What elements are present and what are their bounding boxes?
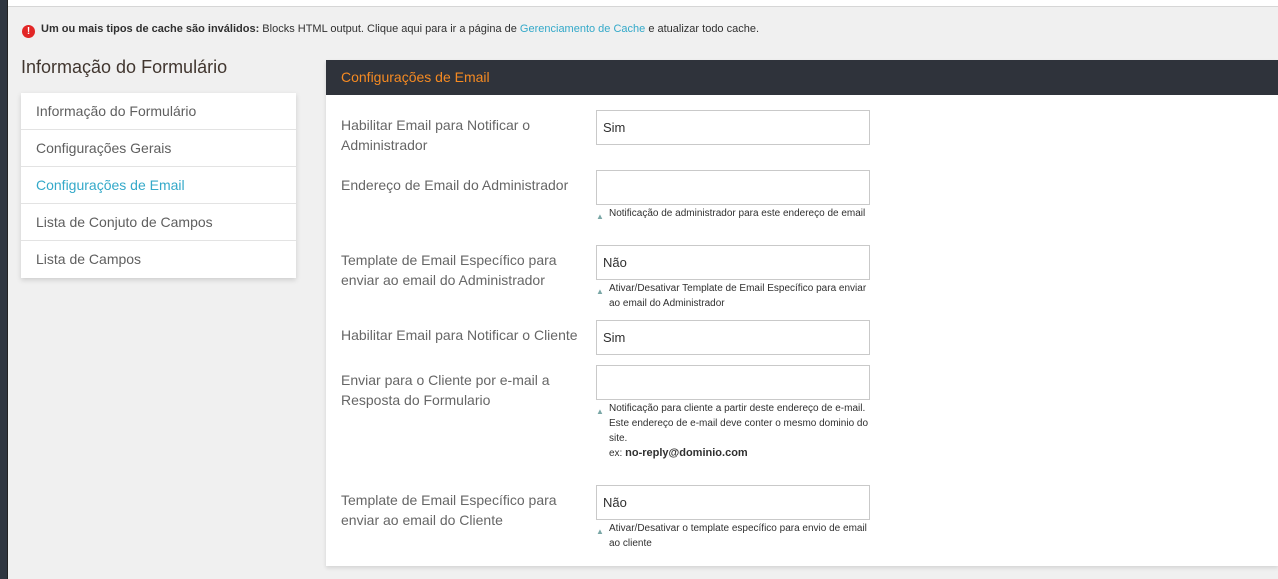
panel-title: Configurações de Email [326, 60, 1278, 95]
input-admin-email[interactable] [596, 170, 870, 205]
message-text-1: Blocks HTML output. Clique aqui para ir a página de [259, 23, 520, 35]
note-admin-template: ▲ Ativar/Desativar Template de Email Específico para enviar ao email do Administrador [596, 283, 867, 309]
cache-invalid-message [22, 21, 759, 37]
label-client-template: Template de Email Específico para enviar ao email do Cliente [341, 492, 557, 528]
sidebar-item-general-settings[interactable]: Configurações Gerais [21, 130, 296, 167]
sidebar-item-fieldset-list[interactable]: Lista de Conjuto de Campos [21, 204, 296, 241]
message-text-2: e atualizar todo cache. [645, 23, 760, 35]
note-client-template: ▲ Ativar/Desativar o template específico para envio de email ao cliente [596, 523, 867, 549]
label-admin-email: Endereço de Email do Administrador [341, 177, 569, 193]
note-client-reply-email: ▲ Notificação para cliente a partir deste endereço de e-mail. Este endereço de e-mail deve conter o mesmo dominio do site. ex: no-reply@dominio.com [596, 403, 869, 459]
triangle-up-icon: ▲ [596, 407, 604, 416]
triangle-up-icon: ▲ [596, 287, 604, 296]
sidebar-item-field-list[interactable]: Lista de Campos [36, 251, 142, 267]
label-admin-template: Template de Email Específico para enviar ao email do Administrador [341, 252, 557, 288]
sidebar-item-form-info[interactable]: Informação do Formulário [21, 93, 296, 130]
left-admin-strip [0, 0, 8, 579]
triangle-up-icon: ▲ [596, 527, 604, 536]
select-admin-template[interactable]: Não [596, 245, 870, 280]
sidebar-title: Informação do Formulário [21, 57, 228, 77]
top-bar [8, 0, 1278, 7]
error-icon: ! [22, 25, 35, 38]
sidebar-item-email-settings[interactable]: Configurações de Email [21, 167, 296, 204]
select-admin-notify[interactable]: Sim [596, 110, 870, 145]
select-client-notify[interactable]: Sim [596, 320, 870, 355]
message-bold: Um ou mais tipos de cache são inválidos: [41, 23, 260, 35]
label-client-notify: Habilitar Email para Notificar o Cliente [341, 327, 578, 343]
label-admin-notify: Habilitar Email para Notificar o Administrador [341, 117, 531, 153]
note-admin-email: ▲ Notificação de administrador para este endereço de email [596, 206, 870, 221]
select-client-template[interactable]: Não [596, 485, 870, 520]
triangle-up-icon: ▲ [596, 212, 604, 221]
input-client-reply-email[interactable] [596, 365, 870, 400]
cache-management-link[interactable]: Gerenciamento de Cache [519, 23, 646, 35]
label-client-reply-email: Enviar para o Cliente por e-mail a Resposta do Formulario [341, 372, 550, 408]
email-settings-panel [326, 60, 1278, 566]
sidebar-nav [21, 93, 296, 278]
